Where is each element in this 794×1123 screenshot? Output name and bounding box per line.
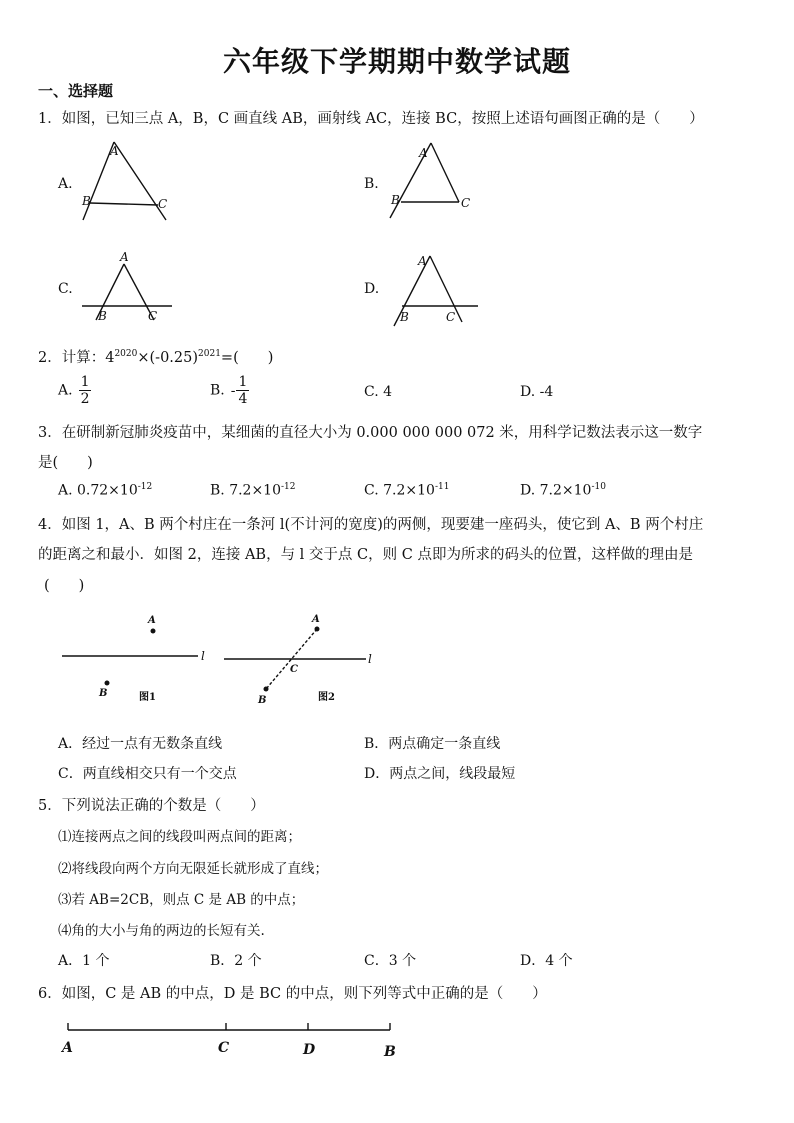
q6-stem: 6．如图，C 是 AB 的中点，D 是 BC 的中点，则下列等式中正确的是（ ） [38,986,547,1002]
point-a-label: A [419,146,428,160]
q4-stem-line3: ( ) [44,578,85,594]
q1-stem: 1．如图，已知三点 A，B，C 画直线 AB，画射线 AC，连接 BC，按照上述语句画图正确的是（ ） [38,111,704,127]
point-a [315,627,320,632]
q2-fraction-half: $\frac{1}{2}$ [80,374,90,407]
point-b [105,681,110,686]
q1-option-b-label: B. [364,176,379,192]
point-b-label: B [99,688,108,699]
q4-option-b: B．两点确定一条直线 [364,736,501,752]
q4-option-d: D．两点之间，线段最短 [364,766,516,782]
point-b-label: B [98,309,107,323]
point-a-label: A [312,614,320,625]
line-l-label: l [368,652,372,666]
segment-label-d: D [303,1042,316,1058]
segment-label-a: A [62,1040,73,1056]
segment-label-b: B [384,1044,396,1060]
q1-option-c-label: C. [58,281,73,297]
q4-figure-1 [60,612,220,712]
q3-option-b: B. $7.2\times 10^{-12}$ [210,482,296,499]
q1-option-d-label: D. [364,281,380,297]
q3-option-d: D. $7.2\times 10^{-10}$ [520,482,606,499]
q5-option-b: B．2 个 [210,953,262,969]
q1-option-a-label: A. [58,176,73,192]
point-c-label: C [148,309,158,323]
point-b-label: B [258,695,267,706]
q3-option-c: C. $7.2\times 10^{-11}$ [364,482,450,499]
q4-figure-2 [222,612,382,712]
point-a-label: A [120,250,129,264]
q4-option-a: A．经过一点有无数条直线 [58,736,223,752]
point-c-label: C [446,310,456,324]
q5-statement-1: ⑴连接两点之间的线段叫两点间的距离； [58,829,301,845]
section-heading: 一、选择题 [38,82,114,100]
point-b-label: B [400,310,409,324]
q1-figure-a [78,140,178,222]
figure-2-caption: 图2 [318,692,335,703]
q2-stem: 2．计算：$4^{2020}\times(-0.25)^{2021}=$( ) [38,349,274,366]
point-a [151,629,156,634]
q5-option-c: C．3 个 [364,953,417,969]
q3-option-a: A. $0.72\times 10^{-12}$ [58,482,153,499]
q4-stem-line1: 4．如图 1，A、B 两个村庄在一条河 l(不计河的宽度)的两侧，现要建一座码头，使它到 A、B 两个村庄 [38,517,704,533]
q2-option-c: C. 4 [364,384,393,400]
point-b-label: B [82,194,91,208]
q5-stem: 5．下列说法正确的个数是（ ） [38,798,265,814]
point-c-label: C [461,196,471,210]
q3-stem-line1: 3．在研制新冠肺炎疫苗中，某细菌的直径大小为 0.000 000 000 072 米，用科学记数法表示这一数字 [38,425,703,441]
q2-fraction-quarter: $\frac{1}{4}$ [238,374,248,407]
point-c-label: C [290,664,298,675]
point-a-label: A [110,144,119,158]
point-a-label: A [418,254,427,268]
point-b-label: B [391,193,400,207]
segment-ac [431,143,459,202]
q1-figure-b [385,140,485,222]
q5-statement-2: ⑵将线段向两个方向无限延长就形成了直线； [58,861,328,877]
q5-option-a: A．1 个 [58,953,110,969]
q5-statement-4: ⑷角的大小与角的两边的长短有关. [58,923,265,939]
page-title: 六年级下学期期中数学试题 [222,45,571,78]
q2-option-b: B. - $\frac{1}{4}$ [210,374,248,407]
figure-1-caption: 图1 [139,692,156,703]
q5-statement-3: ⑶若 AB=2CB，则点 C 是 AB 的中点； [58,892,305,908]
q3-stem-line2: 是( ) [38,455,93,471]
q1-figure-d [388,248,488,328]
point-c-label: C [158,197,168,211]
q4-stem-line2: 的距离之和最小．如图 2，连接 AB，与 l 交于点 C，则 C 点即为所求的码头的位置，这样做的理由是 [38,547,693,563]
q2-option-d: D. -4 [520,384,554,400]
line-l-label: l [201,649,205,663]
point-b [264,687,269,692]
q6-segment-figure [58,1018,408,1064]
q1-figure-c [80,248,180,324]
point-a-label: A [148,615,156,626]
segment-label-c: C [218,1040,230,1056]
q4-option-c: C．两直线相交只有一个交点 [58,766,237,782]
segment-bc [90,203,158,205]
q5-option-d: D．4 个 [520,953,573,969]
q2-option-a: A. $\frac{1}{2}$ [58,374,90,407]
